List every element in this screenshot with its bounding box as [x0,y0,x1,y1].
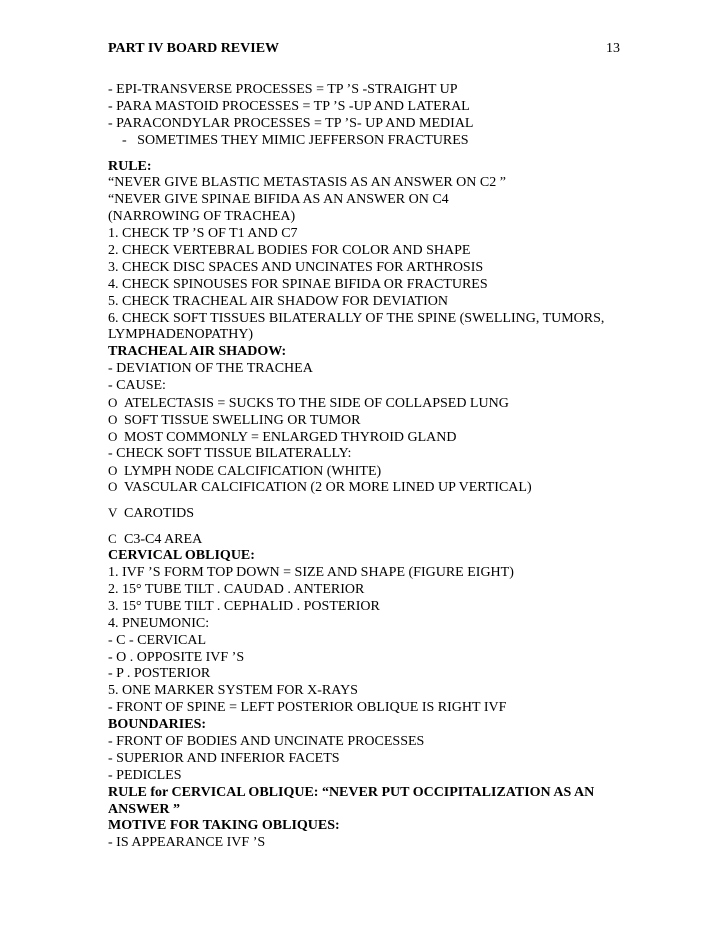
text-line [108,768,628,785]
paragraph-gap [108,496,628,505]
line-text: “NEVER GIVE BLASTIC METASTASIS AS AN ANSWER ON C2 ” [108,175,506,191]
line-text: ATELECTASIS = SUCKS TO THE SIDE OF COLLAPSED LUNG [124,396,509,412]
section-heading [108,785,628,802]
line-text: - SUPERIOR AND INFERIOR FACETS [108,750,340,766]
paragraph-gap [108,150,628,159]
bullet-item [108,463,628,480]
line-text: RULE: [108,158,152,174]
text-line [108,294,628,311]
bullet-item [108,531,628,548]
line-text: - P . POSTERIOR [108,666,211,682]
section-heading [108,802,628,819]
line-text: LYMPHADENOPATHY) [108,327,254,343]
line-text: - PARA MASTOID PROCESSES = TP ’S -UP AND LATERAL [108,98,470,114]
bullet-item [108,479,628,496]
text-line [108,133,628,150]
line-text: 1. CHECK TP ’S OF T1 AND C7 [108,226,298,242]
bullet-item [108,429,628,446]
text-line [108,175,628,192]
line-text: - FRONT OF SPINE = LEFT POSTERIOR OBLIQUE IS RIGHT IVF [108,700,507,716]
line-text: (NARROWING OF TRACHEA) [108,209,296,225]
line-text: 5. ONE MARKER SYSTEM FOR X-RAYS [108,683,358,699]
line-text: 4. PNEUMONIC: [108,615,210,631]
bullet-marker: C [108,531,117,547]
line-text: - CAUSE: [108,378,166,394]
bullet-marker: V [108,505,118,521]
line-text: LYMPH NODE CALCIFICATION (WHITE) [124,463,382,479]
line-text: C3-C4 AREA [124,532,203,548]
bullet-marker: O [108,411,118,427]
line-text: - DEVIATION OF THE TRACHEA [108,361,313,377]
line-text: - SOMETIMES THEY MIMIC JEFFERSON FRACTURES [108,132,469,148]
text-line [108,116,628,133]
line-text: - FRONT OF BODIES AND UNCINATE PROCESSES [108,733,425,749]
text-line [108,751,628,768]
line-text: SOFT TISSUE SWELLING OR TUMOR [124,412,361,428]
text-line [108,700,628,717]
text-line [108,260,628,277]
text-line [108,378,628,395]
line-text: 2. 15° TUBE TILT . CAUDAD . ANTERIOR [108,581,365,597]
text-line [108,327,628,344]
line-text: 6. CHECK SOFT TISSUES BILATERALLY OF THE SPINE (SWELLING, TUMORS, [108,310,605,326]
bullet-item [108,395,628,412]
text-line [108,243,628,260]
text-line [108,99,628,116]
line-text: “NEVER GIVE SPINAE BIFIDA AS AN ANSWER ON C4 [108,192,449,208]
text-line [108,192,628,209]
bullet-item [108,505,628,522]
bullet-marker: O [108,479,118,495]
line-text: 3. CHECK DISC SPACES AND UNCINATES FOR ARTHROSIS [108,259,484,275]
text-line [108,82,628,99]
line-text: BOUNDARIES: [108,717,207,733]
line-text: CAROTIDS [124,506,195,522]
text-line [108,277,628,294]
page-number: 13 [606,41,620,56]
line-text: VASCULAR CALCIFICATION (2 OR MORE LINED UP VERTICAL) [124,480,532,496]
text-line [108,209,628,226]
section-heading [108,717,628,734]
line-text: TRACHEAL AIR SHADOW: [108,344,287,360]
line-text: 1. IVF ’S FORM TOP DOWN = SIZE AND SHAPE (FIGURE EIGHT) [108,565,514,581]
line-text: 4. CHECK SPINOUSES FOR SPINAE BIFIDA OR FRACTURES [108,276,488,292]
bullet-marker: O [108,428,118,444]
line-text: - CHECK SOFT TISSUE BILATERALLY: [108,445,352,461]
document-body [108,82,628,852]
text-line [108,650,628,667]
line-text: - O . OPPOSITE IVF ’S [108,649,245,665]
text-line [108,599,628,616]
line-text: CERVICAL OBLIQUE: [108,548,255,564]
line-text: RULE for CERVICAL OBLIQUE: “NEVER PUT OCCIPITALIZATION AS AN [108,784,595,800]
line-text: - EPI-TRANSVERSE PROCESSES = TP ’S -STRAIGHT UP [108,82,458,97]
line-text: - PARACONDYLAR PROCESSES = TP ’S- UP AND MEDIAL [108,115,474,131]
text-line [108,311,628,328]
text-line [108,582,628,599]
line-text: - IS APPEARANCE IVF ’S [108,835,266,851]
line-text: 5. CHECK TRACHEAL AIR SHADOW FOR DEVIATION [108,293,449,309]
text-line [108,734,628,751]
section-heading [108,344,628,361]
line-text: - C - CERVICAL [108,632,207,648]
line-text: MOTIVE FOR TAKING OBLIQUES: [108,818,340,834]
text-line [108,666,628,683]
paragraph-gap [108,522,628,531]
bullet-marker: O [108,462,118,478]
bullet-marker: O [108,395,118,411]
text-line [108,446,628,463]
bullet-item [108,412,628,429]
line-text: ANSWER ” [108,801,180,817]
line-text: MOST COMMONLY = ENLARGED THYROID GLAND [124,429,457,445]
document-title: PART IV BOARD REVIEW [108,41,280,56]
text-line [108,633,628,650]
line-text: - PEDICLES [108,767,182,783]
text-line [108,835,628,852]
text-line [108,616,628,633]
page-header [108,39,620,59]
text-line [108,565,628,582]
line-text: 3. 15° TUBE TILT . CEPHALID . POSTERIOR [108,598,380,614]
text-line [108,683,628,700]
section-heading [108,818,628,835]
line-text: 2. CHECK VERTEBRAL BODIES FOR COLOR AND SHAPE [108,243,471,259]
section-heading [108,548,628,565]
section-heading [108,159,628,176]
text-line [108,226,628,243]
text-line [108,361,628,378]
